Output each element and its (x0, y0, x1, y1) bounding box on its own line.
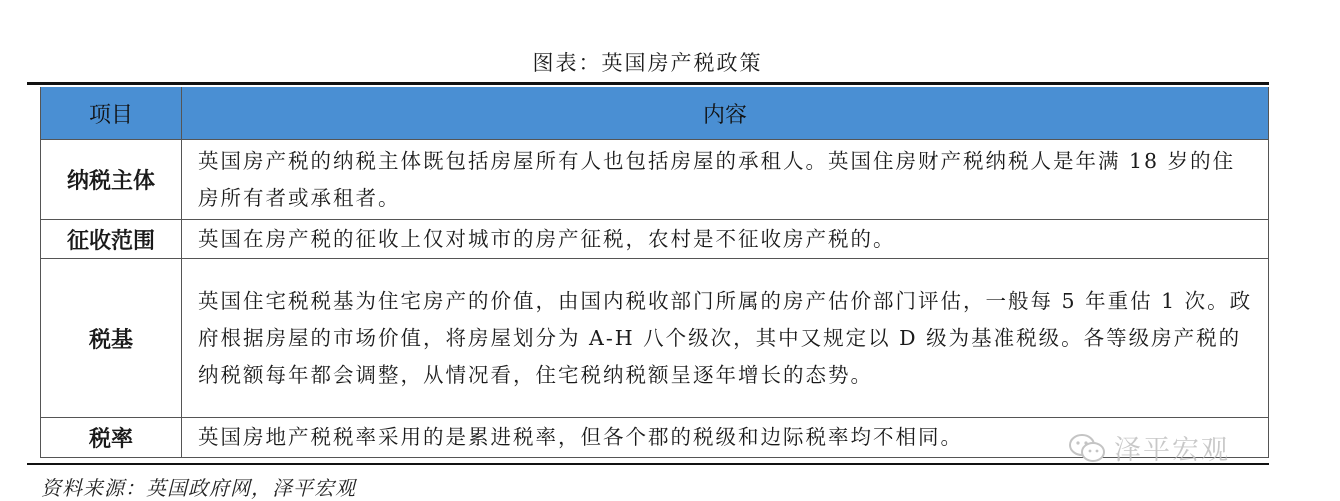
table-row (41, 259, 1269, 418)
table-row (41, 140, 1269, 220)
watermark (1068, 428, 1230, 467)
source-note: 资料来源：英国政府网，泽平宏观 (41, 476, 356, 500)
header-item: 项目 (41, 87, 182, 140)
row-key: 税基 (41, 259, 182, 418)
watermark-text: 泽平宏观 (1114, 435, 1230, 466)
row-key: 征收范围 (41, 220, 182, 259)
table-row (41, 220, 1269, 259)
row-key: 纳税主体 (41, 140, 182, 220)
policy-table (40, 87, 1269, 458)
row-value: 英国住宅税税基为住宅房产的价值，由国内税收部门所属的房产估价部门评估，一般每 5 年重估 1 次。政府根据房屋的市场价值，将房屋划分为 A-H 八个级次，其中又规定以 D 级为基准税级。各等级房产税的纳税额每年都会调整，从情况看，住宅税纳税额呈逐年增长的态势。 (182, 259, 1269, 418)
wechat-icon (1068, 432, 1106, 464)
row-value: 英国在房产税的征收上仅对城市的房产征税，农村是不征收房产税的。 (182, 220, 1269, 259)
row-value: 英国房产税的纳税主体既包括房屋所有人也包括房屋的承租人。英国住房财产税纳税人是年满 18 岁的住房所有者或承租者。 (182, 140, 1269, 220)
figure-title: 图表：英国房产税政策 (532, 51, 763, 75)
header-content: 内容 (182, 87, 1269, 140)
row-value: 英国房地产税税率采用的是累进税率，但各个郡的税级和边际税率均不相同。 (182, 418, 1269, 458)
table-header-row (41, 87, 1269, 140)
row-key: 税率 (41, 418, 182, 458)
top-rule (27, 82, 1269, 85)
